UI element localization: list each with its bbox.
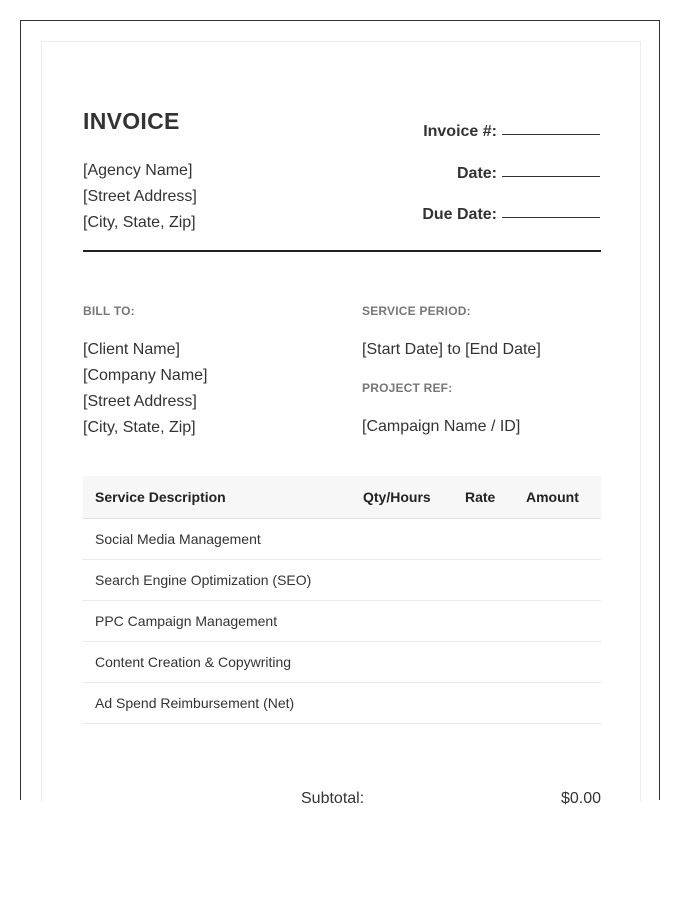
invoice-sheet — [41, 41, 641, 807]
due-date-blank[interactable] — [502, 202, 600, 218]
agency-street: [Street Address] — [83, 188, 197, 205]
amount-cell[interactable] — [526, 560, 601, 601]
service-description: Ad Spend Reimbursement (Net) — [83, 683, 363, 724]
agency-address — [83, 158, 197, 236]
rate-cell[interactable] — [465, 642, 526, 683]
due-date-label: Due Date: — [422, 206, 497, 223]
qty-cell[interactable] — [363, 601, 465, 642]
client-street: [Street Address] — [83, 393, 197, 410]
bill-to-address — [83, 337, 208, 441]
due-date-row — [422, 201, 600, 243]
invoice-meta — [422, 118, 600, 243]
rate-cell[interactable] — [465, 560, 526, 601]
agency-city: [City, State, Zip] — [83, 214, 196, 231]
service-description: Social Media Management — [83, 519, 363, 560]
table-row — [83, 519, 601, 560]
qty-cell[interactable] — [363, 642, 465, 683]
table-row — [83, 601, 601, 642]
invoice-number-row — [422, 118, 600, 160]
invoice-number-blank[interactable] — [502, 119, 600, 135]
invoice-date-row — [422, 160, 600, 202]
agency-name: [Agency Name] — [83, 162, 193, 179]
qty-cell[interactable] — [363, 683, 465, 724]
amount-cell[interactable] — [526, 683, 601, 724]
service-description: PPC Campaign Management — [83, 601, 363, 642]
service-period-value: [Start Date] to [End Date] — [362, 341, 541, 358]
header-divider — [83, 250, 601, 252]
invoice-frame — [20, 20, 660, 807]
qty-cell[interactable] — [363, 560, 465, 601]
subtotal-value: $0.00 — [560, 790, 601, 807]
rate-cell[interactable] — [465, 601, 526, 642]
subtotal-label: Subtotal: — [301, 790, 365, 807]
rate-cell[interactable] — [465, 519, 526, 560]
client-name: [Client Name] — [83, 341, 180, 358]
project-ref-label: PROJECT REF: — [362, 381, 453, 395]
amount-cell[interactable] — [526, 519, 601, 560]
col-rate: Rate — [465, 476, 526, 519]
service-description: Content Creation & Copywriting — [83, 642, 363, 683]
invoice-title: INVOICE — [83, 108, 180, 134]
project-ref-value: [Campaign Name / ID] — [362, 418, 521, 435]
service-description: Search Engine Optimization (SEO) — [83, 560, 363, 601]
invoice-number-label: Invoice #: — [423, 123, 497, 140]
invoice-date-label: Date: — [456, 164, 497, 182]
company-name: [Company Name] — [83, 367, 208, 384]
invoice-date-blank[interactable] — [502, 161, 600, 177]
bill-to-label: BILL TO: — [83, 304, 135, 318]
table-row — [83, 560, 601, 601]
table-row — [83, 683, 601, 724]
col-qty-hours: Qty/Hours — [363, 476, 465, 519]
table-header-row — [83, 476, 601, 519]
client-city: [City, State, Zip] — [83, 419, 196, 436]
amount-cell[interactable] — [526, 642, 601, 683]
col-service-description: Service Description — [83, 476, 363, 519]
qty-cell[interactable] — [363, 519, 465, 560]
rate-cell[interactable] — [465, 683, 526, 724]
services-table — [83, 476, 601, 724]
col-amount: Amount — [526, 476, 601, 519]
table-row — [83, 642, 601, 683]
service-period-label: SERVICE PERIOD: — [362, 304, 471, 318]
amount-cell[interactable] — [526, 601, 601, 642]
